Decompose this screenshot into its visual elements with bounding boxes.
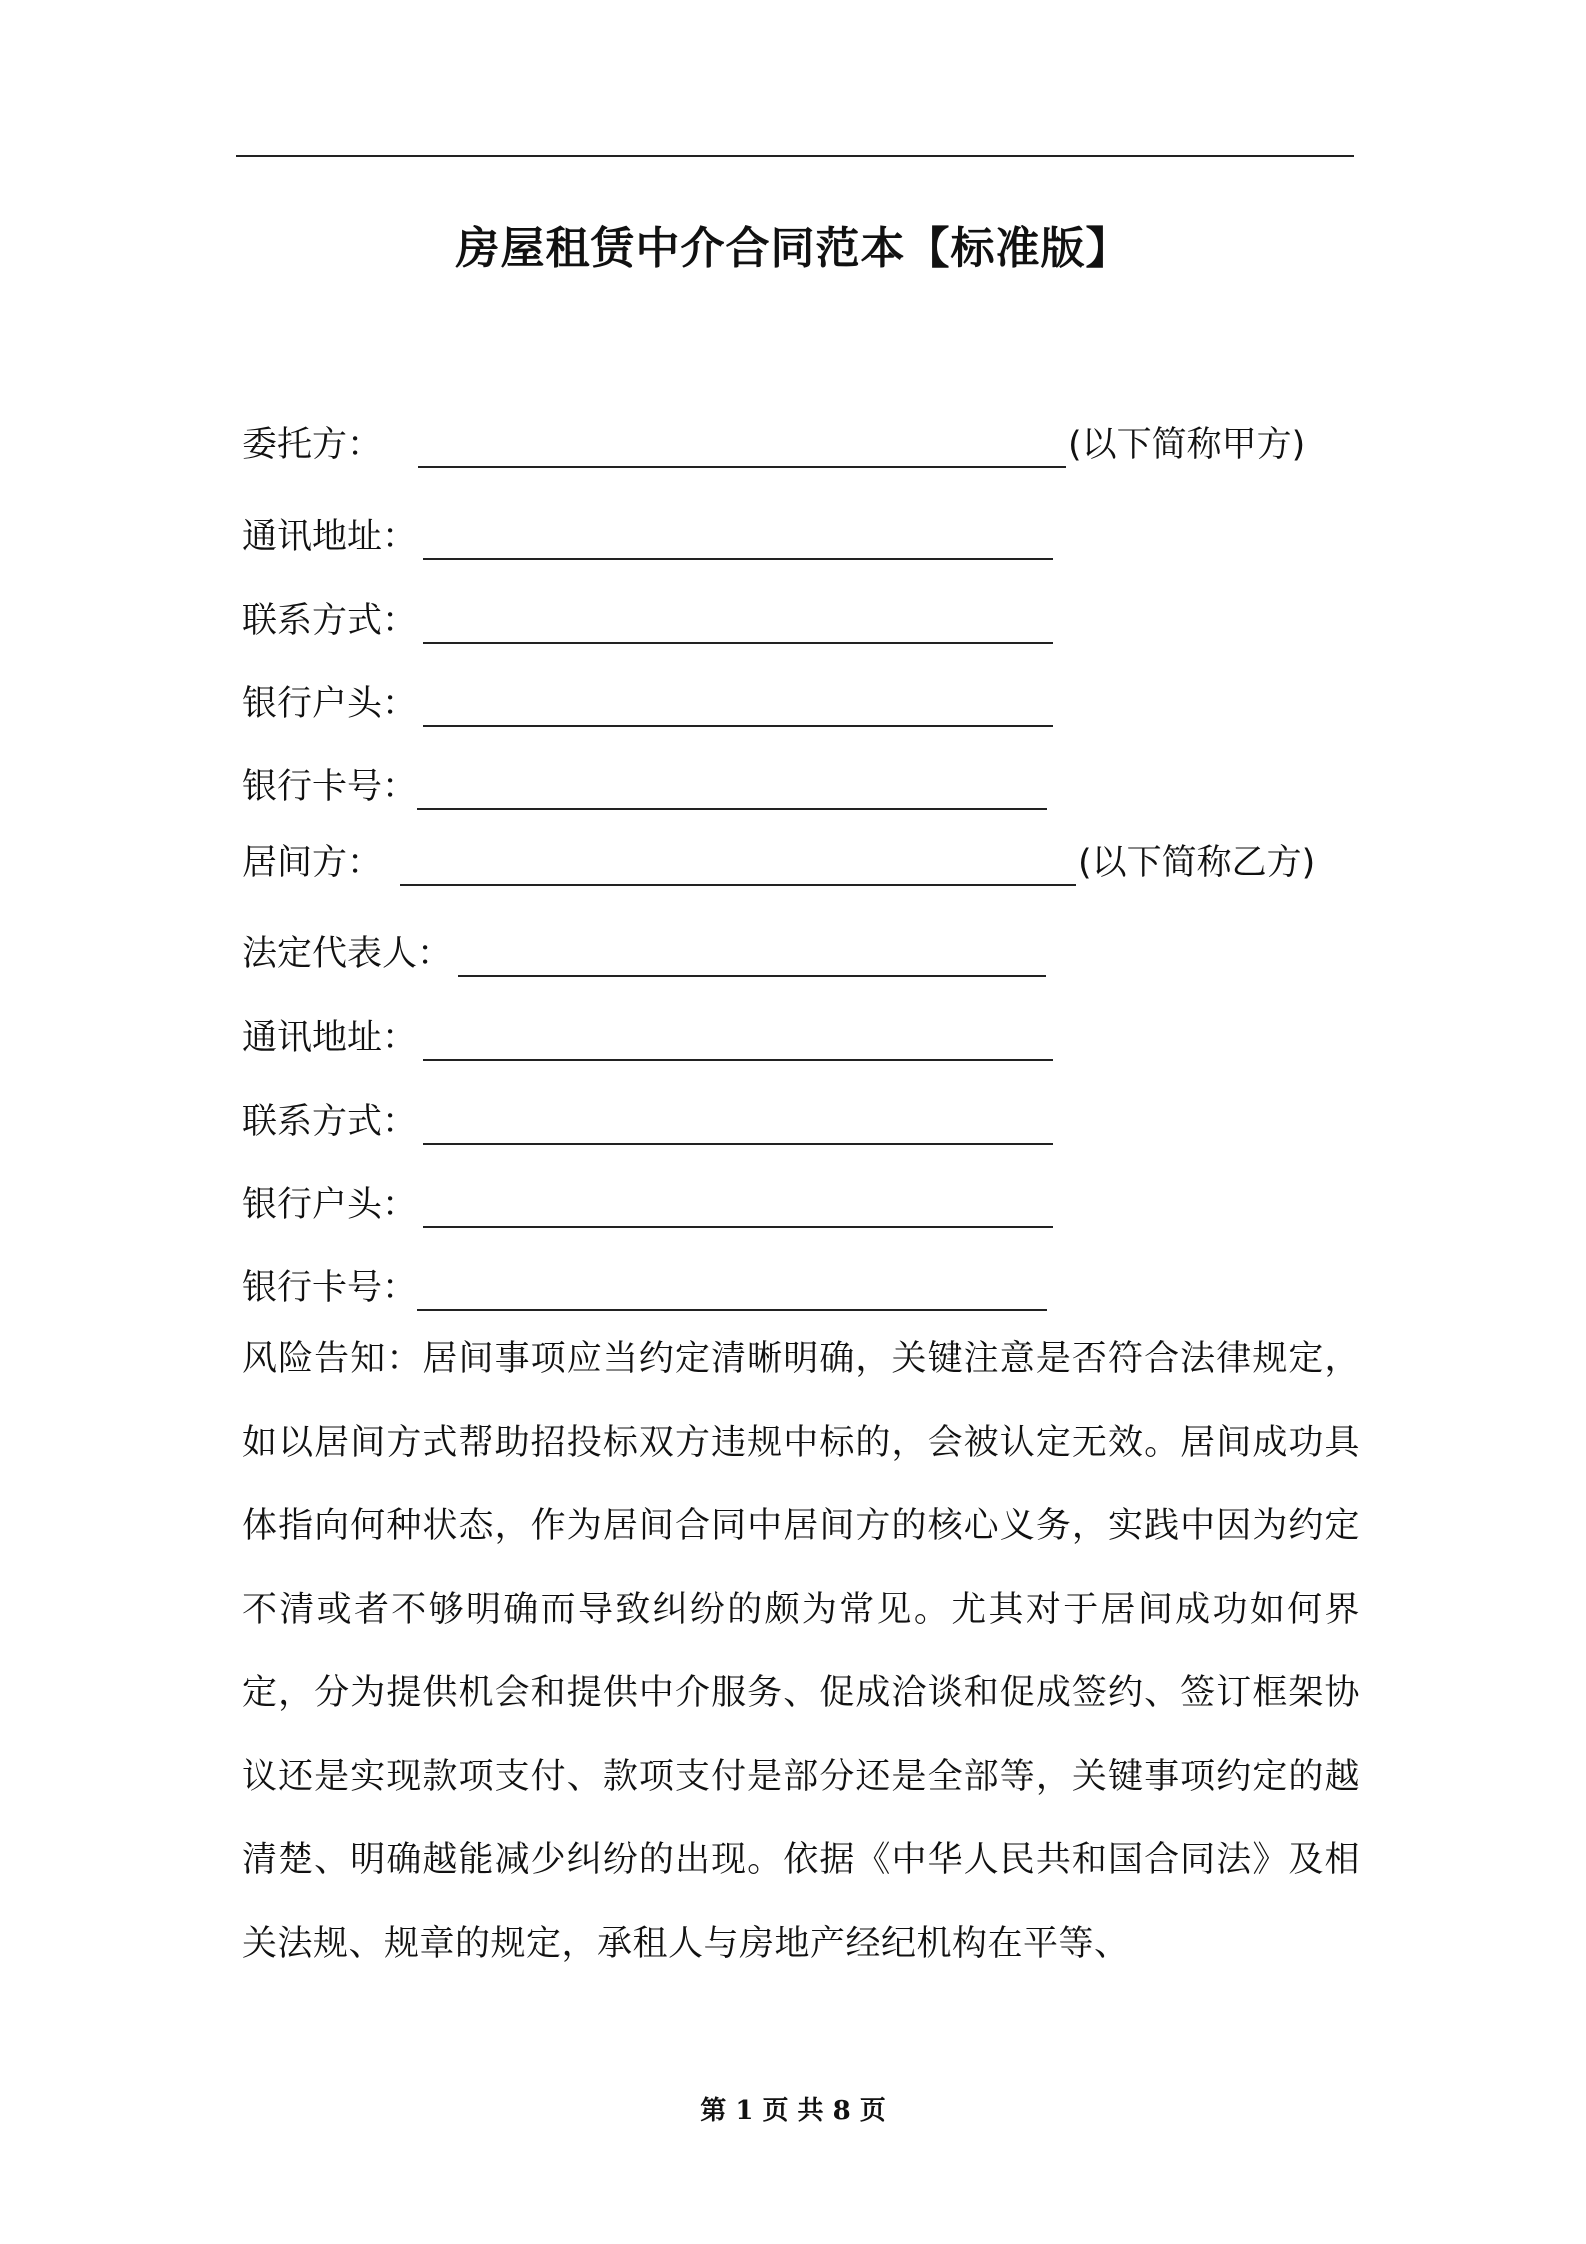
party-b-label: 居间方： xyxy=(242,843,383,883)
party-a-address-row xyxy=(242,500,1053,560)
party-a-card-number-blank[interactable] xyxy=(417,770,1047,810)
party-a-row xyxy=(242,408,1305,468)
party-b-representative-blank[interactable] xyxy=(458,937,1046,977)
party-a-contact-row xyxy=(242,584,1053,644)
field-label: 银行卡号： xyxy=(242,1268,418,1308)
party-b-bank-account-name-row xyxy=(242,1168,1053,1228)
party-b-bank-account-name-blank[interactable] xyxy=(423,1188,1053,1228)
party-a-bank-account-name-row xyxy=(242,667,1053,727)
party-b-contact-blank[interactable] xyxy=(423,1105,1053,1145)
party-b-blank[interactable] xyxy=(400,846,1076,886)
party-b-address-row xyxy=(242,1001,1053,1061)
field-label: 银行卡号： xyxy=(242,767,418,807)
party-b-contact-row xyxy=(242,1085,1053,1145)
party-a-card-number-row xyxy=(242,750,1047,810)
party-a-address-blank[interactable] xyxy=(423,520,1053,560)
header-rule xyxy=(236,155,1354,157)
party-b-row xyxy=(242,826,1315,886)
field-label: 通讯地址： xyxy=(242,517,418,557)
field-label: 联系方式： xyxy=(242,1102,418,1142)
party-b-representative-row xyxy=(242,917,1046,977)
document-title: 房屋租赁中介合同范本【标准版】 xyxy=(455,223,1131,274)
party-a-bank-account-name-blank[interactable] xyxy=(423,687,1053,727)
party-a-suffix: (以下简称甲方) xyxy=(1068,425,1306,465)
risk-notice-paragraph: 风险告知：居间事项应当约定清晰明确，关键注意是否符合法律规定，如以居间方式帮助招投标双方违规中标的，会被认定无效。居间成功具体指向何种状态，作为居间合同中居间方的核心义务，实践中因为约定不清或者不够明确而导致纠纷的颇为常见。尤其对于居间成功如何界定，分为提供机会和提供中介服务、促成洽谈和促成签约、签订框架协议还是实现款项支付、款项支付是部分还是全部等，关键事项约定的越清楚、明确越能减少纠纷的出现。依据《中华人民共和国合同法》及相关法规、规章的规定，承租人与房地产经纪机构在平等、 xyxy=(242,1339,1360,1964)
field-label: 法定代表人： xyxy=(242,934,453,974)
party-b-card-number-blank[interactable] xyxy=(417,1271,1047,1311)
field-label: 银行户头： xyxy=(242,684,418,724)
party-b-suffix: (以下简称乙方) xyxy=(1078,843,1316,883)
field-label: 银行户头： xyxy=(242,1185,418,1225)
field-label: 联系方式： xyxy=(242,601,418,641)
party-a-blank[interactable] xyxy=(418,428,1066,468)
party-b-address-blank[interactable] xyxy=(423,1021,1053,1061)
page-footer: 第 1 页 共 8 页 xyxy=(700,2096,886,2126)
party-a-label: 委托方： xyxy=(242,425,383,465)
field-label: 通讯地址： xyxy=(242,1018,418,1058)
party-a-contact-blank[interactable] xyxy=(423,604,1053,644)
party-b-card-number-row xyxy=(242,1251,1047,1311)
